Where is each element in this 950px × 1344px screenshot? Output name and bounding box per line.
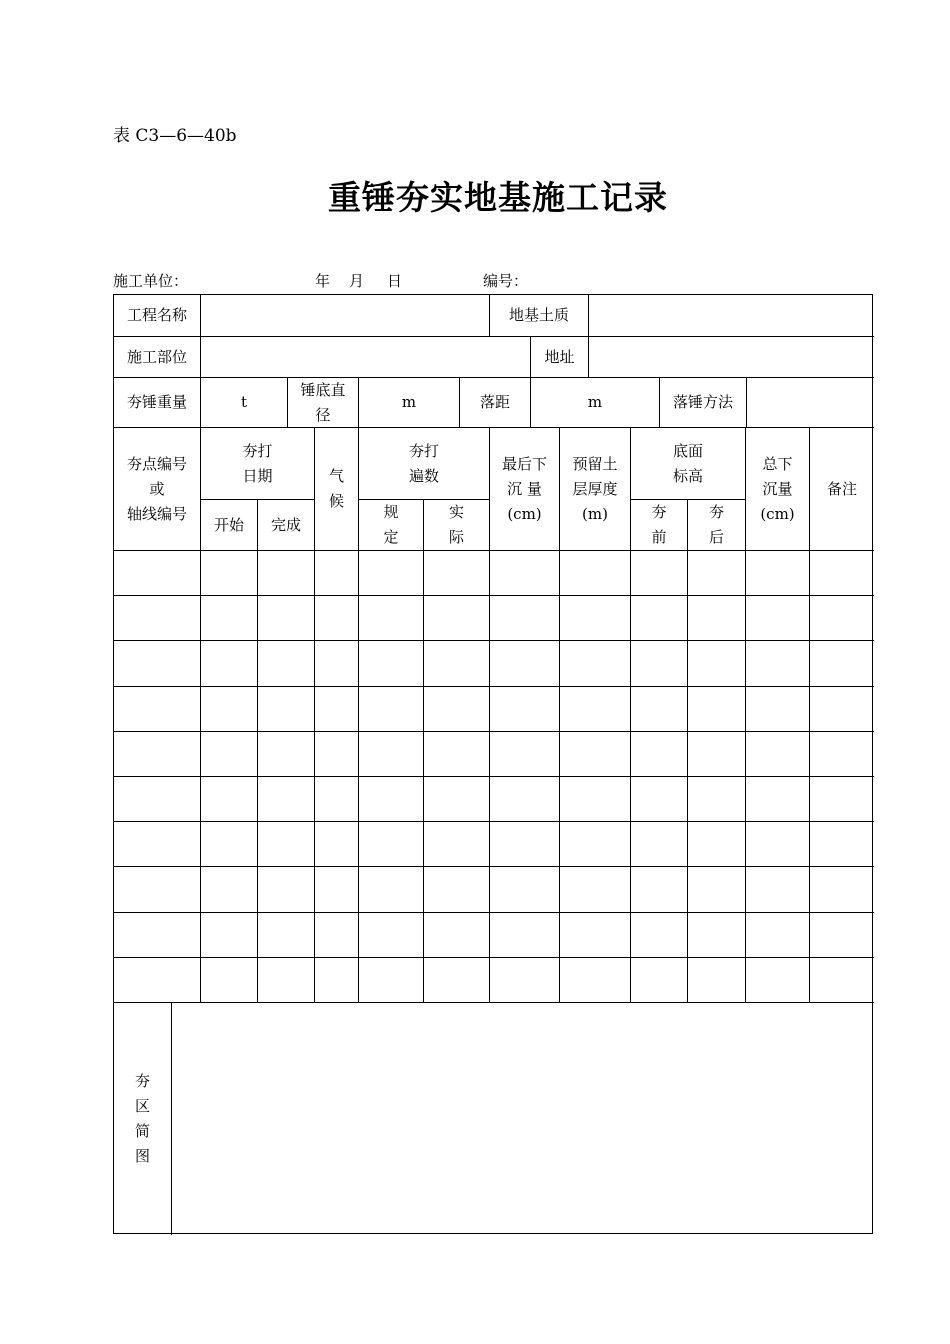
table-cell[interactable] [559, 957, 630, 1002]
table-cell[interactable] [809, 776, 874, 821]
hammer-weight-label: 夯锤重量 [114, 377, 200, 427]
total-settlement-header: 总下 沉量 (cm) [745, 427, 809, 550]
table-cell[interactable] [687, 550, 745, 595]
table-cell[interactable] [809, 866, 874, 911]
drop-method-field[interactable] [746, 377, 874, 427]
table-cell[interactable] [745, 957, 809, 1002]
hammer-diameter-label: 锤底直 径 [287, 377, 358, 427]
table-cell[interactable] [257, 912, 314, 957]
table-cell[interactable] [809, 957, 874, 1002]
table-cell[interactable] [687, 686, 745, 731]
day-label: 日 [387, 272, 403, 290]
table-cell[interactable] [358, 731, 423, 776]
table-cell[interactable] [358, 686, 423, 731]
table-cell[interactable] [687, 957, 745, 1002]
table-cell[interactable] [358, 821, 423, 866]
table-cell[interactable] [630, 821, 687, 866]
table-cell[interactable] [114, 731, 200, 776]
table-cell[interactable] [358, 912, 423, 957]
table-cell[interactable] [314, 595, 358, 640]
table-cell[interactable] [489, 686, 559, 731]
table-cell[interactable] [200, 821, 257, 866]
table-cell[interactable] [114, 957, 200, 1002]
table-cell[interactable] [809, 686, 874, 731]
record-table [113, 294, 873, 1234]
table-cell[interactable] [358, 640, 423, 685]
table-cell[interactable] [489, 640, 559, 685]
table-cell[interactable] [257, 640, 314, 685]
table-cell[interactable] [745, 912, 809, 957]
remarks-header: 备注 [809, 427, 874, 550]
table-cell[interactable] [809, 595, 874, 640]
table-cell[interactable] [559, 776, 630, 821]
table-cell[interactable] [423, 866, 489, 911]
table-cell[interactable] [559, 912, 630, 957]
table-cell[interactable] [114, 595, 200, 640]
table-cell[interactable] [809, 912, 874, 957]
table-cell[interactable] [200, 776, 257, 821]
table-cell[interactable] [114, 686, 200, 731]
table-cell[interactable] [257, 821, 314, 866]
table-cell[interactable] [200, 640, 257, 685]
table-cell[interactable] [809, 821, 874, 866]
table-cell[interactable] [630, 550, 687, 595]
table-cell[interactable] [200, 731, 257, 776]
table-cell[interactable] [687, 595, 745, 640]
table-cell[interactable] [114, 550, 200, 595]
table-cell[interactable] [630, 776, 687, 821]
table-cell[interactable] [358, 866, 423, 911]
table-cell[interactable] [687, 821, 745, 866]
drop-distance-label: 落距 [459, 377, 530, 427]
table-cell[interactable] [687, 731, 745, 776]
table-cell[interactable] [489, 957, 559, 1002]
table-cell[interactable] [630, 912, 687, 957]
table-cell[interactable] [314, 550, 358, 595]
table-cell[interactable] [559, 640, 630, 685]
table-cell[interactable] [423, 776, 489, 821]
table-cell[interactable] [257, 595, 314, 640]
form-number: 表 C3—6—40b [113, 126, 237, 146]
actual-count-header: 实 际 [423, 499, 489, 550]
address-field[interactable] [588, 336, 874, 377]
table-cell[interactable] [200, 866, 257, 911]
finish-date-header: 完成 [257, 499, 314, 550]
table-cell[interactable] [559, 821, 630, 866]
table-cell[interactable] [114, 912, 200, 957]
last-settlement-header: 最后下 沉 量 (cm) [489, 427, 559, 550]
table-cell[interactable] [257, 550, 314, 595]
table-cell[interactable] [559, 866, 630, 911]
construction-part-label: 施工部位 [114, 336, 200, 377]
table-cell[interactable] [745, 821, 809, 866]
record-number-label: 编号： [483, 272, 529, 290]
table-cell[interactable] [745, 550, 809, 595]
table-cell[interactable] [358, 776, 423, 821]
table-cell[interactable] [687, 866, 745, 911]
table-cell[interactable] [489, 550, 559, 595]
table-cell[interactable] [745, 686, 809, 731]
table-cell[interactable] [257, 776, 314, 821]
table-cell[interactable] [630, 866, 687, 911]
table-cell[interactable] [745, 595, 809, 640]
table-cell[interactable] [559, 550, 630, 595]
table-cell[interactable] [423, 821, 489, 866]
table-cell[interactable] [489, 595, 559, 640]
table-cell[interactable] [809, 640, 874, 685]
table-cell[interactable] [423, 912, 489, 957]
table-cell[interactable] [114, 640, 200, 685]
table-cell[interactable] [630, 731, 687, 776]
table-cell[interactable] [114, 776, 200, 821]
after-tamp-header: 夯 后 [687, 499, 745, 550]
soil-quality-label: 地基土质 [489, 295, 588, 336]
table-cell[interactable] [358, 595, 423, 640]
table-cell[interactable] [630, 957, 687, 1002]
table-cell[interactable] [423, 640, 489, 685]
table-cell[interactable] [314, 912, 358, 957]
table-cell[interactable] [809, 731, 874, 776]
table-cell[interactable] [423, 686, 489, 731]
table-cell[interactable] [257, 731, 314, 776]
table-cell[interactable] [314, 866, 358, 911]
table-cell[interactable] [200, 595, 257, 640]
table-cell[interactable] [358, 957, 423, 1002]
table-cell[interactable] [200, 912, 257, 957]
weather-header: 气 候 [314, 427, 358, 550]
construction-unit-label: 施工单位： [113, 272, 189, 290]
table-cell[interactable] [257, 866, 314, 911]
table-cell[interactable] [314, 957, 358, 1002]
project-name-field[interactable] [200, 295, 489, 336]
table-cell[interactable] [423, 550, 489, 595]
table-cell[interactable] [358, 550, 423, 595]
table-cell[interactable] [687, 640, 745, 685]
drop-method-label: 落锤方法 [659, 377, 746, 427]
table-cell[interactable] [257, 957, 314, 1002]
table-cell[interactable] [423, 595, 489, 640]
table-cell[interactable] [745, 776, 809, 821]
project-name-label: 工程名称 [126, 306, 187, 324]
table-cell[interactable] [489, 866, 559, 911]
tamp-date-header: 夯打 日期 [200, 427, 314, 499]
table-cell[interactable] [687, 912, 745, 957]
table-cell[interactable] [200, 686, 257, 731]
point-number-header: 夯点编号 或 轴线编号 [114, 427, 200, 550]
construction-part-field[interactable] [200, 336, 530, 377]
table-cell[interactable] [630, 595, 687, 640]
table-cell[interactable] [314, 776, 358, 821]
year-label: 年 [315, 272, 331, 290]
table-cell[interactable] [423, 957, 489, 1002]
table-cell[interactable] [489, 912, 559, 957]
hammer-diameter-field[interactable]: m [358, 377, 459, 427]
table-cell[interactable] [489, 731, 559, 776]
table-cell[interactable] [423, 731, 489, 776]
specified-count-header: 规 定 [358, 499, 423, 550]
table-cell[interactable] [114, 866, 200, 911]
month-label: 月 [349, 272, 365, 290]
tamp-count-header: 夯打 遍数 [358, 427, 489, 499]
table-cell[interactable] [559, 731, 630, 776]
table-cell[interactable] [687, 776, 745, 821]
page-title: 重锤夯实地基施工记录 [328, 178, 668, 217]
table-cell[interactable] [314, 640, 358, 685]
table-cell[interactable] [314, 686, 358, 731]
soil-quality-field[interactable] [588, 295, 874, 336]
before-tamp-header: 夯 前 [630, 499, 687, 550]
table-cell[interactable] [559, 686, 630, 731]
table-cell[interactable] [809, 550, 874, 595]
table-cell[interactable] [257, 686, 314, 731]
table-cell[interactable] [745, 640, 809, 685]
table-cell[interactable] [630, 686, 687, 731]
address-label: 地址 [530, 336, 588, 377]
reserved-layer-header: 预留土 层厚度 (m) [559, 427, 630, 550]
table-cell[interactable] [314, 731, 358, 776]
start-date-header: 开始 [200, 499, 257, 550]
table-cell[interactable] [489, 776, 559, 821]
table-cell[interactable] [630, 640, 687, 685]
sketch-label: 夯 区 简 图 [114, 1002, 171, 1235]
drop-distance-field[interactable]: m [530, 377, 659, 427]
table-cell[interactable] [314, 821, 358, 866]
bottom-elevation-header: 底面 标高 [630, 427, 745, 499]
table-cell[interactable] [745, 866, 809, 911]
table-cell[interactable] [489, 821, 559, 866]
hammer-weight-field[interactable]: t [200, 377, 287, 427]
table-cell[interactable] [200, 550, 257, 595]
table-cell[interactable] [559, 595, 630, 640]
table-cell[interactable] [114, 821, 200, 866]
table-cell[interactable] [200, 957, 257, 1002]
table-cell[interactable] [745, 731, 809, 776]
sketch-area[interactable] [171, 1002, 874, 1235]
